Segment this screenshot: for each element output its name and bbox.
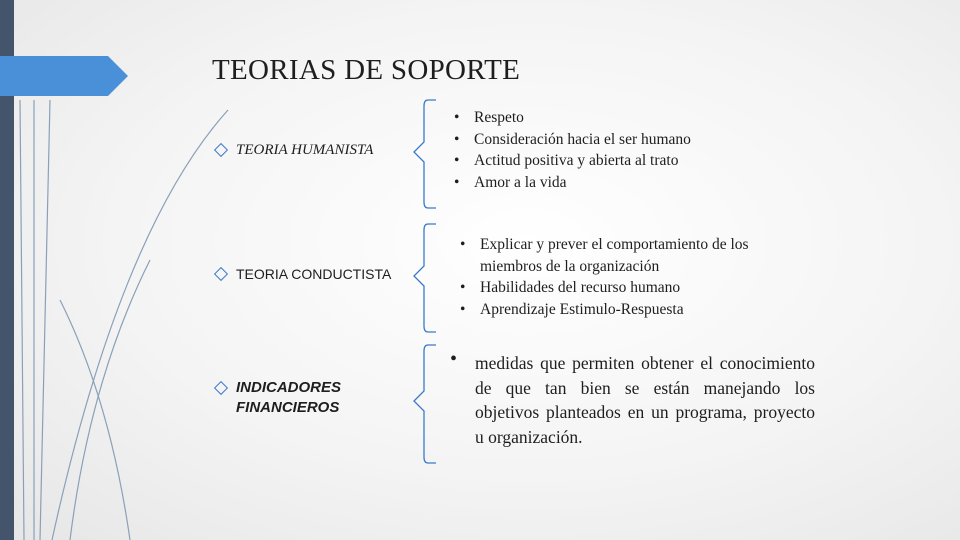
list-item: • Respeto: [452, 107, 691, 129]
topic-conductista: [212, 264, 391, 284]
diamond-bullet-icon: [214, 143, 228, 157]
topic-label: [236, 378, 341, 418]
slide-title: TEORIAS DE SOPORTE: [212, 54, 521, 86]
diamond-bullet-icon: [214, 267, 228, 281]
list-item: • Habilidades del recurso humano: [458, 277, 798, 299]
topic-label-line: FINANCIEROS: [236, 399, 340, 416]
humanista-list: [452, 107, 691, 193]
topic-humanista: [212, 140, 373, 160]
left-brace-icon: [410, 343, 450, 465]
left-brace-icon: [410, 222, 450, 334]
topic-label: TEORIA CONDUCTISTA: [236, 266, 392, 282]
list-item: • Explicar y prever el comportamiento de los miembros de la organización: [458, 234, 798, 277]
bullet-icon: •: [450, 348, 458, 370]
indicadores-description: medidas que permiten obtener el conocimiento de que tan bien se están manejando los objetivos planteados en un programa, proyecto u organización.: [475, 353, 815, 447]
conductista-list: [458, 234, 798, 320]
topic-label: TEORIA HUMANISTA: [236, 142, 374, 158]
list-item: • Amor a la vida: [452, 172, 691, 194]
list-item: • Actitud positiva y abierta al trato: [452, 150, 691, 172]
list-item: • Consideración hacia el ser humano: [452, 129, 691, 151]
topic-label-line: INDICADORES: [236, 379, 342, 396]
topic-indicadores: [212, 378, 341, 418]
list-item: • Aprendizaje Estimulo-Respuesta: [458, 299, 798, 321]
diamond-bullet-icon: [214, 381, 228, 395]
decorative-lines: [0, 0, 240, 540]
left-brace-icon: [410, 98, 450, 210]
